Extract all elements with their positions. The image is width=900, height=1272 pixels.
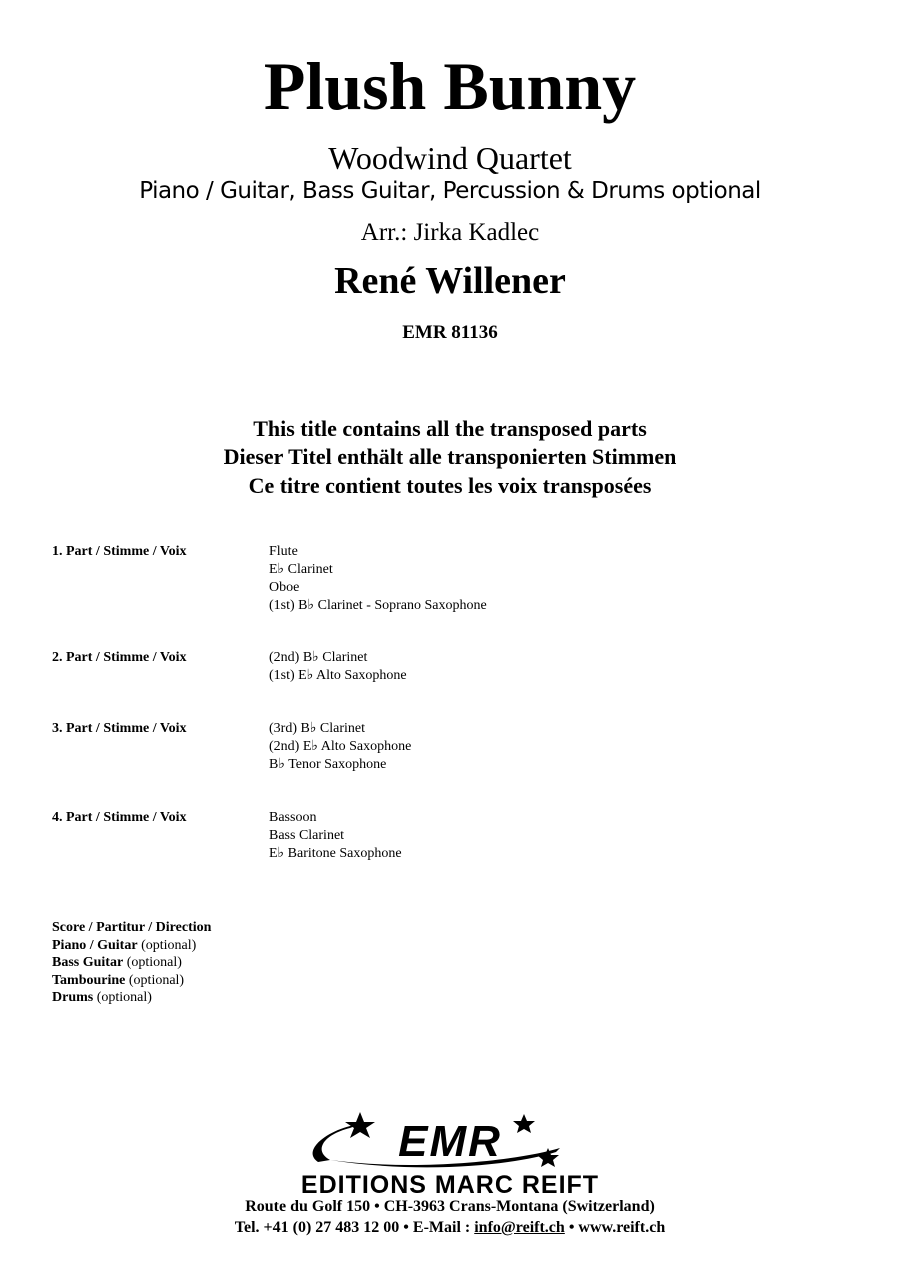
logo-text: EMR	[398, 1117, 502, 1166]
instrument: Bass Clarinet	[269, 828, 345, 843]
instrument: Flute	[269, 544, 298, 559]
email-link[interactable]: info@reift.ch	[474, 1219, 565, 1236]
extra-note: (optional)	[123, 955, 182, 970]
instrument: E♭ Baritone Saxophone	[269, 846, 402, 861]
part-1-label: 1. Part / Stimme / Voix	[52, 544, 187, 559]
instrument: (1st) E♭ Alto Saxophone	[269, 668, 407, 683]
notice-french: Ce titre contient toutes les voix transposées	[248, 473, 652, 498]
composer: René Willener	[334, 260, 566, 302]
extra-note: (optional)	[137, 937, 197, 953]
instrument: E♭ Clarinet	[269, 562, 333, 577]
star-icon	[513, 1114, 535, 1133]
list-item	[52, 919, 211, 937]
publisher-address: Route du Golf 150 • CH-3963 Crans-Montana (Switzerland)	[245, 1198, 655, 1215]
instrument: (1st) B♭ Clarinet - Soprano Saxophone	[269, 598, 487, 613]
page-title: Plush Bunny	[263, 48, 637, 124]
notice-english: This title contains all the transposed parts	[253, 416, 647, 441]
part-2-instruments	[269, 649, 407, 685]
website-text: • www.reift.ch	[564, 1219, 666, 1236]
extra-parts-list	[52, 919, 211, 1007]
part-3-label: 3. Part / Stimme / Voix	[52, 721, 187, 736]
instrument: (3rd) B♭ Clarinet	[269, 721, 366, 736]
extra-name: Piano / Guitar	[52, 937, 138, 953]
part-2-label: 2. Part / Stimme / Voix	[52, 650, 187, 665]
star-icon	[345, 1112, 375, 1138]
arranger: Arr.: Jirka Kadlec	[360, 219, 540, 246]
list-item	[52, 972, 211, 990]
publisher-contact	[0, 1220, 900, 1236]
extra-name: Drums	[52, 990, 94, 1005]
instrument: Bassoon	[269, 810, 317, 825]
emr-logo	[0, 1110, 900, 1170]
catalog-number: EMR 81136	[402, 322, 498, 343]
list-item	[52, 989, 211, 1007]
instrument: B♭ Tenor Saxophone	[269, 757, 387, 772]
extra-name: Tambourine	[52, 972, 126, 988]
part-1-instruments	[269, 543, 487, 615]
instrument: (2nd) B♭ Clarinet	[269, 650, 368, 665]
instrument: Oboe	[269, 580, 300, 595]
part-3-instruments	[269, 720, 411, 774]
part-4-label: 4. Part / Stimme / Voix	[52, 810, 187, 825]
subtitle: Woodwind Quartet	[328, 140, 572, 176]
extra-name: Bass Guitar	[52, 955, 124, 970]
extra-note: (optional)	[93, 990, 152, 1005]
extra-note: (optional)	[125, 972, 185, 988]
instrumentation: Piano / Guitar, Bass Guitar, Percussion & Drums optional	[139, 178, 761, 204]
list-item	[52, 937, 211, 955]
instrument: (2nd) E♭ Alto Saxophone	[269, 739, 412, 754]
publisher-name: EDITIONS MARC REIFT	[300, 1171, 600, 1199]
part-4-instruments	[269, 809, 402, 863]
notice-german: Dieser Titel enthält alle transponierten Stimmen	[223, 444, 677, 469]
list-item	[52, 954, 211, 972]
phone-text: Tel. +41 (0) 27 483 12 00 • E-Mail :	[234, 1219, 475, 1236]
extra-name: Score / Partitur / Direction	[52, 920, 212, 935]
